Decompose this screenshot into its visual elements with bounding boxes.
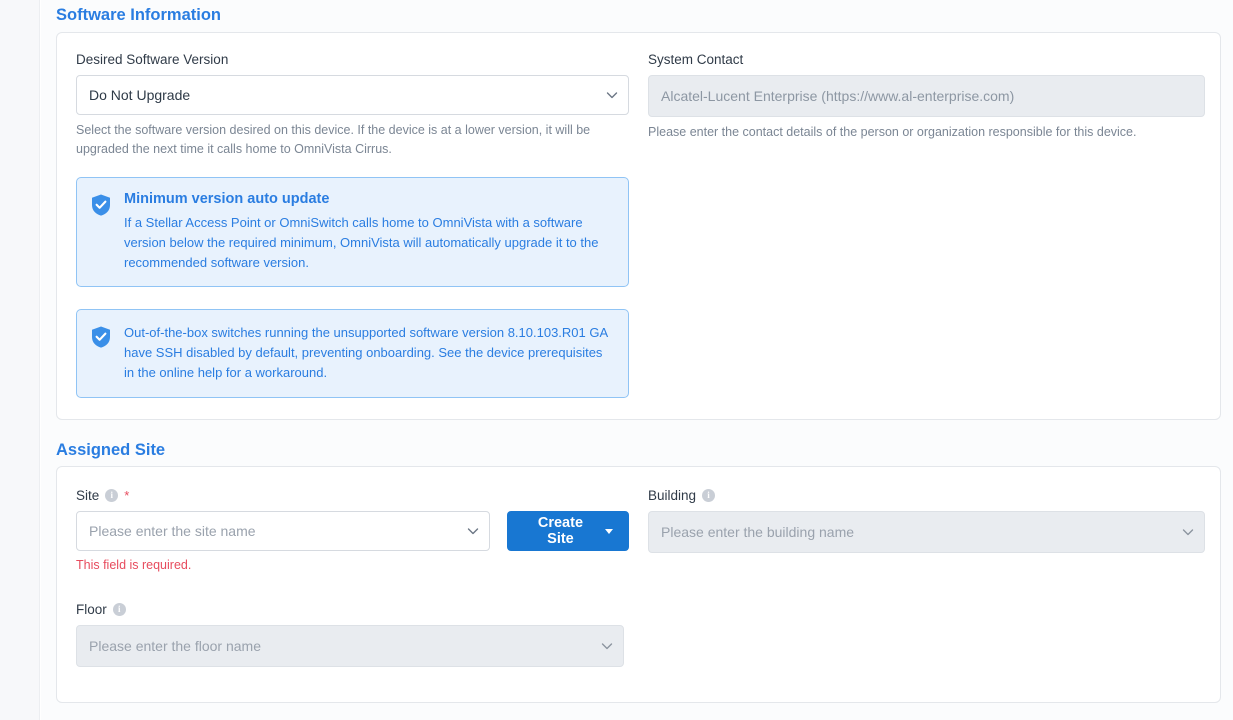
site-label xyxy=(76,488,629,503)
building-placeholder: Please enter the building name xyxy=(661,524,855,540)
assigned-site-heading: Assigned Site xyxy=(56,441,166,459)
caret-down-icon xyxy=(605,529,613,534)
check-shield-icon xyxy=(90,193,112,217)
chevron-down-icon xyxy=(606,89,617,100)
create-site-button[interactable] xyxy=(507,511,629,551)
system-contact-input[interactable] xyxy=(648,75,1205,117)
minimum-version-notice-title: Minimum version auto update xyxy=(124,190,330,207)
chevron-down-icon xyxy=(1182,526,1193,537)
floor-select[interactable] xyxy=(76,625,624,667)
software-information-card xyxy=(56,32,1221,420)
info-icon[interactable]: i xyxy=(105,489,118,502)
desired-software-version-label-text: Desired Software Version xyxy=(76,52,229,67)
desired-software-version-value: Do Not Upgrade xyxy=(89,87,191,103)
check-shield-icon xyxy=(90,325,112,349)
ssh-disabled-notice xyxy=(76,309,629,397)
info-icon[interactable]: i xyxy=(113,603,126,616)
floor-placeholder: Please enter the floor name xyxy=(89,638,261,654)
desired-software-version-label xyxy=(76,52,629,67)
site-error-text: This field is required. xyxy=(76,558,192,572)
main-content xyxy=(41,0,1233,720)
floor-label xyxy=(76,602,629,617)
building-select[interactable] xyxy=(648,511,1205,553)
software-information-heading: Software Information xyxy=(56,6,222,24)
site-select[interactable] xyxy=(76,511,490,551)
minimum-version-notice xyxy=(76,177,629,287)
desired-software-version-help: Select the software version desired on this device. If the device is at a lower version, it will be upgraded the next time it calls home to OmniVista Cirrus. xyxy=(76,123,591,157)
left-gutter xyxy=(0,0,40,720)
system-contact-help: Please enter the contact details of the person or organization responsible for this device. xyxy=(648,125,1137,139)
site-label-text: Site xyxy=(76,488,100,503)
building-label xyxy=(648,488,1205,503)
floor-label-text: Floor xyxy=(76,602,107,617)
ssh-disabled-notice-body: Out-of-the-box switches running the unsupported software version 8.10.103.R01 GA have SSH disabled by default, preventing onboarding. See the device prerequisites in the online help for a workaround. xyxy=(124,325,608,381)
system-contact-placeholder: Alcatel-Lucent Enterprise (https://www.al-enterprise.com) xyxy=(661,88,1015,104)
chevron-down-icon xyxy=(601,640,612,651)
system-contact-label xyxy=(648,52,1205,67)
minimum-version-notice-body: If a Stellar Access Point or OmniSwitch calls home to OmniVista with a software version below the required minimum, OmniVista will automatically upgrade it to the recommended software version. xyxy=(124,214,599,271)
assigned-site-card xyxy=(56,466,1221,703)
chevron-down-icon xyxy=(467,525,478,536)
desired-software-version-select[interactable] xyxy=(76,75,629,115)
site-placeholder: Please enter the site name xyxy=(89,523,256,539)
building-label-text: Building xyxy=(648,488,697,503)
system-contact-label-text: System Contact xyxy=(648,52,744,67)
create-site-button-label: Create Site xyxy=(537,515,584,547)
required-indicator: * xyxy=(124,488,130,503)
info-icon[interactable]: i xyxy=(702,489,715,502)
